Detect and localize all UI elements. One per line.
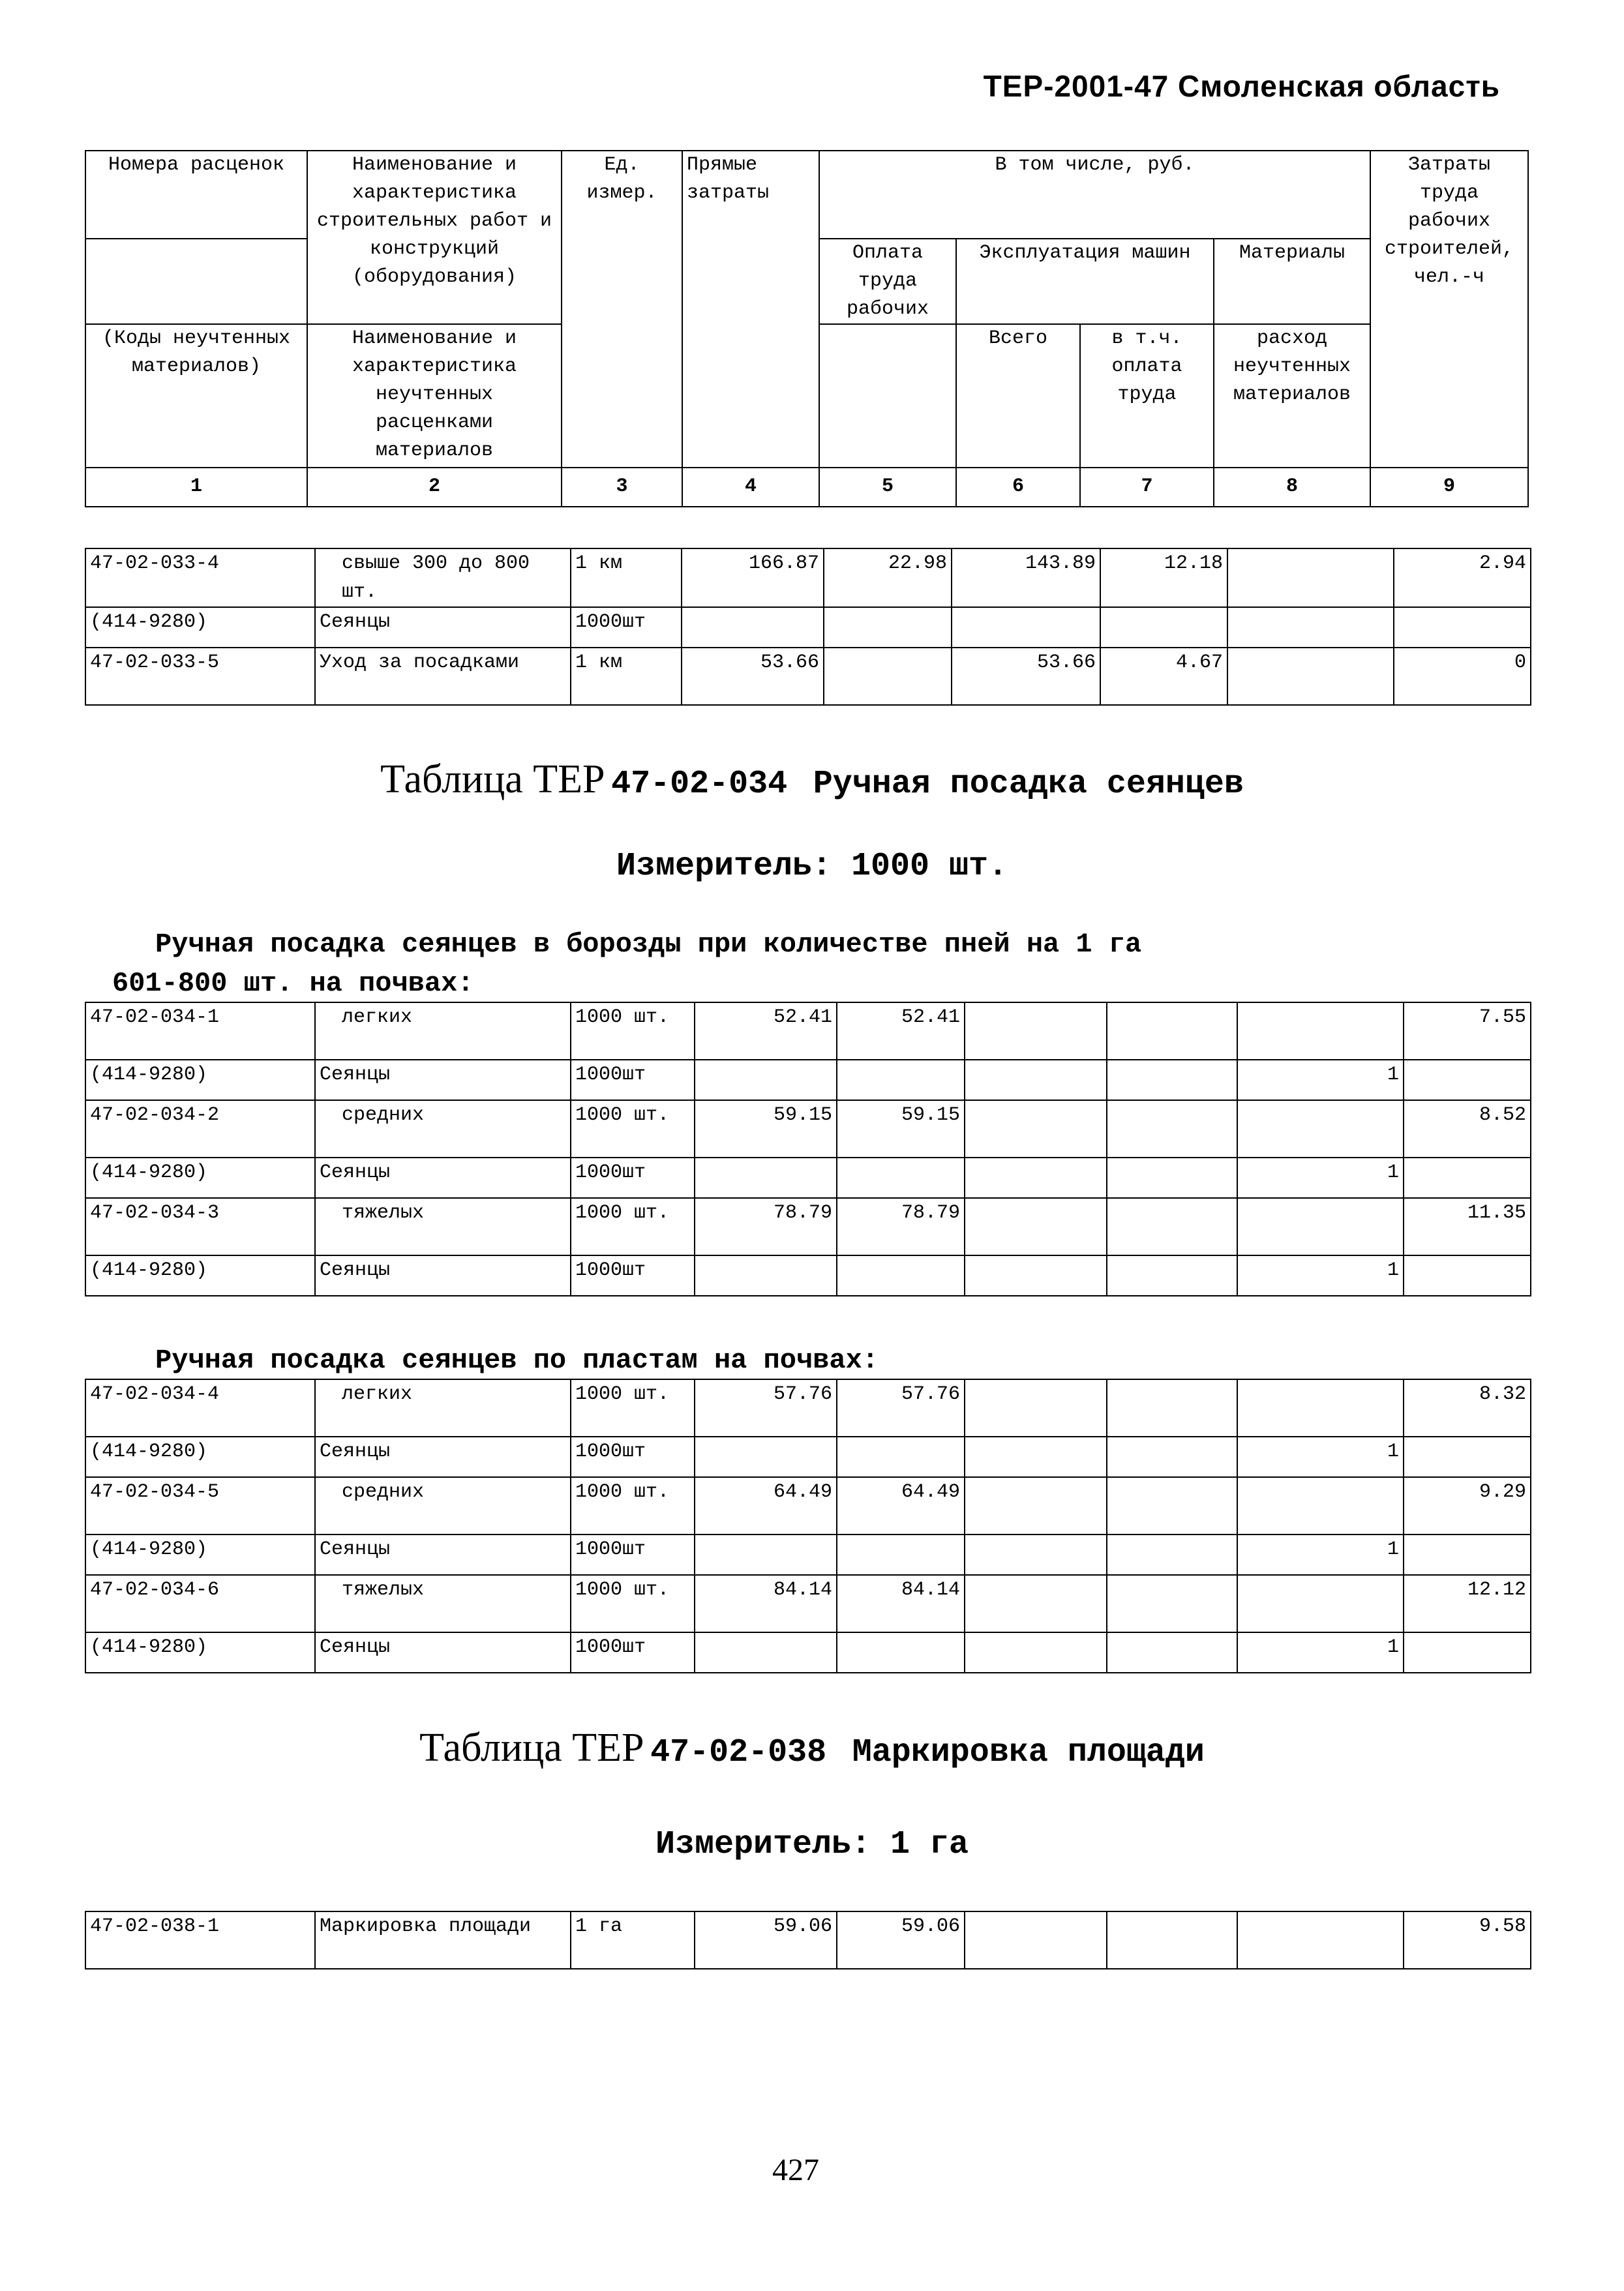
table-cell	[682, 607, 824, 648]
table-cell: (414-9280)	[85, 1158, 315, 1198]
table-cell: 9.58	[1404, 1911, 1531, 1969]
table-cell: 1000 шт.	[571, 1477, 695, 1535]
table-cell	[1404, 1255, 1531, 1296]
col-4-header: Прямые затраты	[682, 151, 819, 468]
table-row	[85, 1100, 1531, 1158]
table-cell	[965, 1255, 1107, 1296]
table-cell: 4.67	[1100, 648, 1227, 705]
table-cell: Сеянцы	[315, 1437, 571, 1477]
table-cell: Сеянцы	[315, 1158, 571, 1198]
table-cell	[695, 1060, 837, 1100]
table-cell: 47-02-034-5	[85, 1477, 315, 1535]
table-cell	[695, 1437, 837, 1477]
col-8-sub-header: расход неучтенных материалов	[1214, 324, 1370, 468]
table-cell: 1 га	[571, 1911, 695, 1969]
table-cell	[965, 1002, 1107, 1060]
table-cell: 1000шт	[571, 1632, 695, 1673]
table-cell	[1404, 1632, 1531, 1673]
table-cell: Сеянцы	[315, 607, 571, 648]
col-num: 1	[85, 468, 307, 507]
table-cell: 1000шт	[571, 1535, 695, 1575]
table-cell: 78.79	[837, 1198, 965, 1255]
table-cell: 1000шт	[571, 1158, 695, 1198]
table-cell	[824, 607, 952, 648]
table-cell: 47-02-033-4	[85, 548, 315, 607]
col-num: 8	[1214, 468, 1370, 507]
table-cell	[837, 1437, 965, 1477]
table-cell	[965, 1575, 1107, 1632]
col-group-header: В том числе, руб.	[819, 151, 1370, 239]
table-cell: 57.76	[837, 1379, 965, 1437]
table-cell: 8.32	[1404, 1379, 1531, 1437]
table-row	[85, 548, 1531, 607]
table-cell: 2.94	[1394, 548, 1531, 607]
table-cell	[1227, 648, 1394, 705]
table-cell	[1237, 1002, 1404, 1060]
table-cell: (414-9280)	[85, 1255, 315, 1296]
table-cell	[1237, 1100, 1404, 1158]
table-cell: 143.89	[952, 548, 1100, 607]
rates-table-034-b	[85, 1379, 1531, 1673]
table-cell	[965, 1437, 1107, 1477]
table-cell: свыше 300 до 800 шт.	[315, 548, 571, 607]
col-2-header: Наименование и характеристика строительных работ и конструкций (оборудования)	[307, 151, 562, 324]
table-cell: 57.76	[695, 1379, 837, 1437]
table-cell: (414-9280)	[85, 607, 315, 648]
table-cell: 1 км	[571, 648, 682, 705]
table-cell: 47-02-034-3	[85, 1198, 315, 1255]
col-num: 3	[562, 468, 682, 507]
table-cell	[1107, 1632, 1237, 1673]
rates-table-034-a	[85, 1002, 1531, 1296]
table-cell	[837, 1060, 965, 1100]
table-cell: 1000шт	[571, 1255, 695, 1296]
table-cell: 0	[1394, 648, 1531, 705]
rates-table-038	[85, 1911, 1531, 1969]
col-num: 2	[307, 468, 562, 507]
table-row	[85, 1437, 1531, 1477]
table-cell: 1	[1237, 1255, 1404, 1296]
table-cell	[1107, 1379, 1237, 1437]
table-cell: легких	[315, 1379, 571, 1437]
table-cell: тяжелых	[315, 1575, 571, 1632]
table-cell: 53.66	[682, 648, 824, 705]
col-2-sub-header: Наименование и характеристика неучтенных расценками материалов	[307, 324, 562, 468]
table-038-title	[0, 1725, 1624, 1771]
table-cell: 12.18	[1100, 548, 1227, 607]
table-cell	[1107, 1575, 1237, 1632]
table-cell	[965, 1060, 1107, 1100]
table-cell: 53.66	[952, 648, 1100, 705]
table-cell: 47-02-038-1	[85, 1911, 315, 1969]
table-cell: 1000 шт.	[571, 1100, 695, 1158]
table-row	[85, 1158, 1531, 1198]
table-cell: 11.35	[1404, 1198, 1531, 1255]
table-cell	[1404, 1535, 1531, 1575]
table-cell	[965, 1911, 1107, 1969]
table-cell	[824, 648, 952, 705]
table-cell: 166.87	[682, 548, 824, 607]
title-code: 47-02-034	[611, 766, 788, 803]
col-num: 5	[819, 468, 956, 507]
table-cell	[1107, 1158, 1237, 1198]
rates-table-033	[85, 548, 1531, 706]
measure-034: Измеритель: 1000 шт.	[616, 848, 1008, 885]
col-6-group-header: Эксплуатация машин	[956, 239, 1214, 324]
subsection-1-line-1: Ручная посадка сеянцев в борозды при количестве пней на 1 га	[155, 929, 1142, 960]
title-prefix: Таблица ТЕР	[380, 757, 605, 801]
table-cell	[695, 1158, 837, 1198]
table-034-title	[0, 756, 1624, 803]
table-row	[85, 1911, 1531, 1969]
table-cell: 1	[1237, 1060, 1404, 1100]
table-cell	[1107, 1437, 1237, 1477]
table-cell: легких	[315, 1002, 571, 1060]
table-cell	[1107, 1060, 1237, 1100]
table-row	[85, 1255, 1531, 1296]
table-cell	[965, 1100, 1107, 1158]
table-cell: 64.49	[837, 1477, 965, 1535]
table-cell: 78.79	[695, 1198, 837, 1255]
table-cell: 84.14	[695, 1575, 837, 1632]
col-6-header: Всего	[956, 324, 1080, 468]
table-cell: 1000 шт.	[571, 1002, 695, 1060]
table-cell: 59.15	[837, 1100, 965, 1158]
table-cell: 1000шт	[571, 1437, 695, 1477]
col-num: 9	[1370, 468, 1528, 507]
table-cell: 1000 шт.	[571, 1198, 695, 1255]
table-cell: 22.98	[824, 548, 952, 607]
table-cell	[965, 1158, 1107, 1198]
col-num: 6	[956, 468, 1080, 507]
page-number: 427	[772, 2153, 819, 2187]
subsection-2: Ручная посадка сеянцев по пластам на почвах:	[155, 1345, 879, 1376]
measure-038: Измеритель: 1 га	[655, 1826, 969, 1863]
table-cell: 47-02-034-2	[85, 1100, 315, 1158]
col-3-header: Ед. измер.	[562, 151, 682, 468]
table-cell	[1107, 1535, 1237, 1575]
table-cell	[695, 1535, 837, 1575]
table-row	[85, 607, 1531, 648]
col-5-header: Оплата труда рабочих	[819, 239, 956, 324]
table-row	[85, 1477, 1531, 1535]
table-cell	[837, 1632, 965, 1673]
table-row	[85, 1198, 1531, 1255]
table-cell: 52.41	[837, 1002, 965, 1060]
col-7-header: в т.ч. оплата труда	[1080, 324, 1214, 468]
table-cell: 1000 шт.	[571, 1575, 695, 1632]
table-cell: 1	[1237, 1535, 1404, 1575]
col-1-header: Номера расценок	[85, 151, 307, 239]
table-row	[85, 1535, 1531, 1575]
table-cell	[837, 1535, 965, 1575]
table-cell	[1107, 1198, 1237, 1255]
table-cell	[1394, 607, 1531, 648]
table-cell	[1227, 607, 1394, 648]
table-row	[85, 1575, 1531, 1632]
table-row	[85, 1002, 1531, 1060]
table-cell: 84.14	[837, 1575, 965, 1632]
title-name: Ручная посадка сеянцев	[813, 766, 1244, 803]
table-cell	[965, 1198, 1107, 1255]
table-cell: 47-02-034-4	[85, 1379, 315, 1437]
table-cell: 7.55	[1404, 1002, 1531, 1060]
col-9-header: Затраты труда рабочих строителей, чел.-ч	[1370, 151, 1528, 468]
table-cell: 1	[1237, 1632, 1404, 1673]
table-cell	[837, 1158, 965, 1198]
table-cell	[1107, 1002, 1237, 1060]
table-cell: 59.15	[695, 1100, 837, 1158]
column-header-table	[85, 150, 1529, 507]
table-cell	[1237, 1379, 1404, 1437]
table-cell	[1404, 1060, 1531, 1100]
table-cell: Сеянцы	[315, 1632, 571, 1673]
table-cell: 1000шт	[571, 1060, 695, 1100]
table-cell: 47-02-034-1	[85, 1002, 315, 1060]
table-cell	[1100, 607, 1227, 648]
table-cell	[1107, 1255, 1237, 1296]
table-row	[85, 1379, 1531, 1437]
table-cell: 9.29	[1404, 1477, 1531, 1535]
table-cell	[952, 607, 1100, 648]
table-cell	[965, 1379, 1107, 1437]
table-cell: 1000шт	[571, 607, 682, 648]
table-cell: (414-9280)	[85, 1060, 315, 1100]
table-cell	[1107, 1477, 1237, 1535]
table-cell: 12.12	[1404, 1575, 1531, 1632]
table-cell: 1 км	[571, 548, 682, 607]
table-cell: Сеянцы	[315, 1255, 571, 1296]
table-cell: средних	[315, 1477, 571, 1535]
table-cell: 8.52	[1404, 1100, 1531, 1158]
table-cell: Маркировка площади	[315, 1911, 571, 1969]
table-cell: Сеянцы	[315, 1535, 571, 1575]
table-cell	[965, 1535, 1107, 1575]
table-cell	[1237, 1575, 1404, 1632]
table-cell	[965, 1632, 1107, 1673]
table-cell: тяжелых	[315, 1198, 571, 1255]
col-8-header: Материалы	[1214, 239, 1370, 324]
table-cell: Уход за посадками	[315, 648, 571, 705]
col-num: 7	[1080, 468, 1214, 507]
col-1-sub-header: (Коды неучтенных материалов)	[85, 324, 307, 468]
table-cell	[1237, 1911, 1404, 1969]
table-cell: Сеянцы	[315, 1060, 571, 1100]
table-cell: 1000 шт.	[571, 1379, 695, 1437]
table-cell	[695, 1255, 837, 1296]
table-cell: (414-9280)	[85, 1535, 315, 1575]
table-cell: 59.06	[695, 1911, 837, 1969]
table-row	[85, 1632, 1531, 1673]
table-cell: 47-02-033-5	[85, 648, 315, 705]
page-header: ТЕР-2001-47 Смоленская область	[983, 69, 1500, 103]
table-row	[85, 1060, 1531, 1100]
table-cell	[1227, 548, 1394, 607]
table-cell	[1237, 1477, 1404, 1535]
title-code: 47-02-038	[650, 1734, 827, 1771]
table-cell: (414-9280)	[85, 1437, 315, 1477]
table-cell	[1404, 1437, 1531, 1477]
table-cell	[1404, 1158, 1531, 1198]
table-cell	[1107, 1100, 1237, 1158]
title-name: Маркировка площади	[852, 1734, 1205, 1771]
table-cell: 1	[1237, 1158, 1404, 1198]
table-cell: 1	[1237, 1437, 1404, 1477]
table-cell	[1107, 1911, 1237, 1969]
table-cell	[1237, 1198, 1404, 1255]
table-cell: 64.49	[695, 1477, 837, 1535]
title-prefix: Таблица ТЕР	[419, 1726, 644, 1770]
table-cell	[695, 1632, 837, 1673]
table-cell: средних	[315, 1100, 571, 1158]
col-num: 4	[682, 468, 819, 507]
table-cell: 47-02-034-6	[85, 1575, 315, 1632]
table-cell: 52.41	[695, 1002, 837, 1060]
table-cell: (414-9280)	[85, 1632, 315, 1673]
subsection-1-line-2: 601-800 шт. на почвах:	[112, 968, 474, 999]
table-row	[85, 648, 1531, 705]
table-cell: 59.06	[837, 1911, 965, 1969]
table-cell	[965, 1477, 1107, 1535]
table-cell	[837, 1255, 965, 1296]
